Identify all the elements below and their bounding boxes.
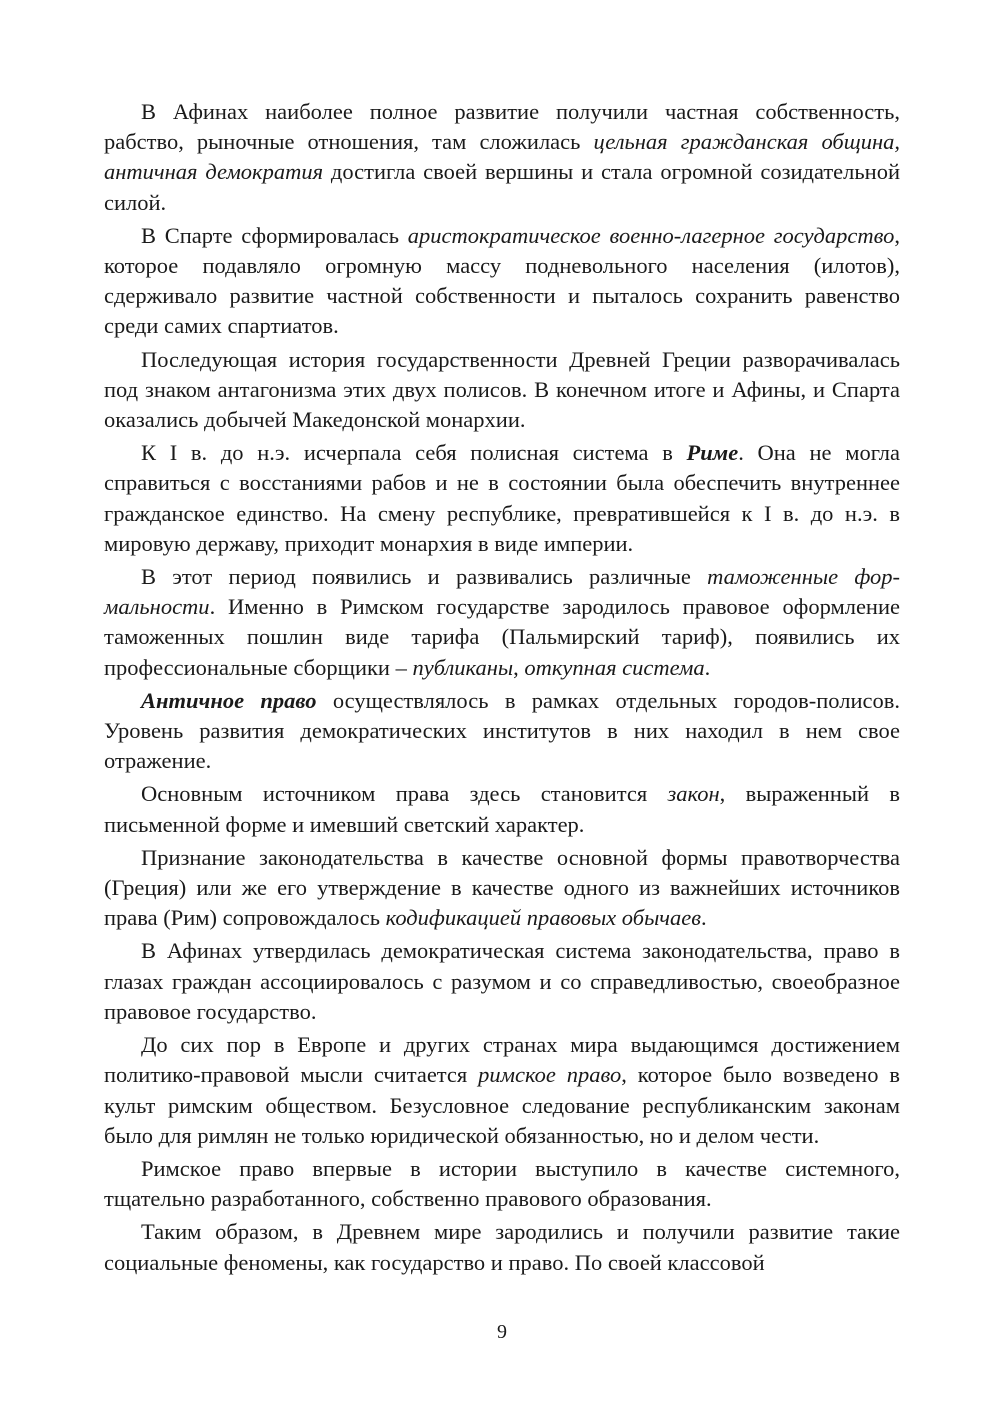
text-run: , выраженный в письменной форме и имевший светский характер. (104, 781, 901, 837)
text-run: Последующая история государственности Древней Греции разворачивалась под знаком антагонизма этих двух полисов. В конечном итоге и Афины, и Спарта оказались добычей Македонской монархии. (104, 346, 900, 433)
paragraph-ancient-law (104, 686, 900, 777)
text-run: В этот период появились и развивались различные (141, 564, 708, 590)
italic-term: откупная система (524, 654, 705, 680)
text-run: . (704, 654, 711, 680)
paragraph-roman-law-system (104, 1154, 900, 1214)
paragraph-athens-legislation (104, 936, 900, 1027)
text-run: , которое было возведено в культ римским обществом. Безусловное следование республиканским законам было для римлян не только юридической обязанностью, но и делом чести. (104, 1062, 900, 1148)
italic-term: аристократическое военно-лагерное государство (407, 222, 895, 248)
bold-term: Античное право (141, 687, 317, 713)
paragraph-conclusion (104, 1217, 900, 1277)
text-run: . Она не могла справиться с восстаниями рабов и не в состоянии была обеспечить внутреннее гражданское единство. На смену республике, превратившейся к I в. до н.э. в мировую державу, приходит монархия в виде империи. (104, 440, 900, 556)
paragraph-rome-polis (104, 438, 900, 559)
text-run: Таким образом, в Древнем мире зародились и получили развитие такие социальные феномены, как государство и право. По своей классовой (104, 1219, 900, 1275)
italic-term: публиканы (412, 654, 514, 680)
text-run: достигла своей вершины и стала огромной созидательной силой. (104, 159, 900, 215)
text-run: В Спарте сформировалась (141, 222, 408, 248)
text-run: Римское право впервые в истории выступило в качестве системного, тщательно разработанного, собственно правового образования. (104, 1155, 900, 1212)
paragraph-law-source (104, 779, 900, 839)
text-run: , которое подавляло огромную массу подневольного населения (илотов), сдерживало развитие частной собственности и пыталось сохранить равенство среди самих спартиатов. (104, 222, 900, 339)
paragraph-greek-history (104, 345, 900, 436)
italic-term: таможенные формальности (104, 564, 900, 620)
text-run: В Афинах наиболее полное развитие получили частная собственность, рабство, рыночные отношения, там сложилась (104, 99, 900, 155)
page-body (104, 97, 900, 1281)
text-run: До сих пор в Европе и других странах мира выдающимся достижением политико-правовой мысли считается (104, 1032, 900, 1088)
italic-term: цельная гражданская община, античная демократия (104, 129, 900, 185)
text-run: К I в. до н.э. исчерпала себя полисная система в (141, 440, 687, 466)
bold-term: Риме (686, 440, 739, 466)
paragraph-codification (104, 843, 900, 934)
text-run: В Афинах утвердилась демократическая система законодательства, право в глазах граждан ассоциировалось с разумом и со справедливостью, своеобразное правовое государство. (104, 938, 900, 1024)
paragraph-sparta (104, 221, 900, 342)
page-number: 9 (497, 1321, 507, 1343)
paragraph-roman-law (104, 1030, 900, 1151)
text-run: осуществлялось в рамках отдельных городов-полисов. Уровень развития демократических институтов в них находил в нем свое отражение. (104, 687, 901, 774)
paragraph-athens (104, 97, 900, 218)
italic-term: закон (667, 781, 720, 807)
text-run: . Именно в Римском государстве зародилось правовое оформление таможенных пошлин виде тарифа (Пальмирский тариф), появились их профессиональные сборщики – (104, 594, 900, 680)
text-run: , (513, 654, 525, 680)
text-run: . (701, 905, 707, 931)
italic-term: кодификацией правовых обычаев (385, 905, 702, 931)
text-run: Признание законодательства в качестве основной формы правотворчества (Греция) или же его утверждение в качестве одного из важнейших источников права (Рим) сопровождалось (104, 844, 900, 931)
text-run: Основным источником права здесь становится (141, 781, 668, 807)
italic-term: римское право (478, 1062, 622, 1088)
paragraph-customs (104, 562, 900, 683)
